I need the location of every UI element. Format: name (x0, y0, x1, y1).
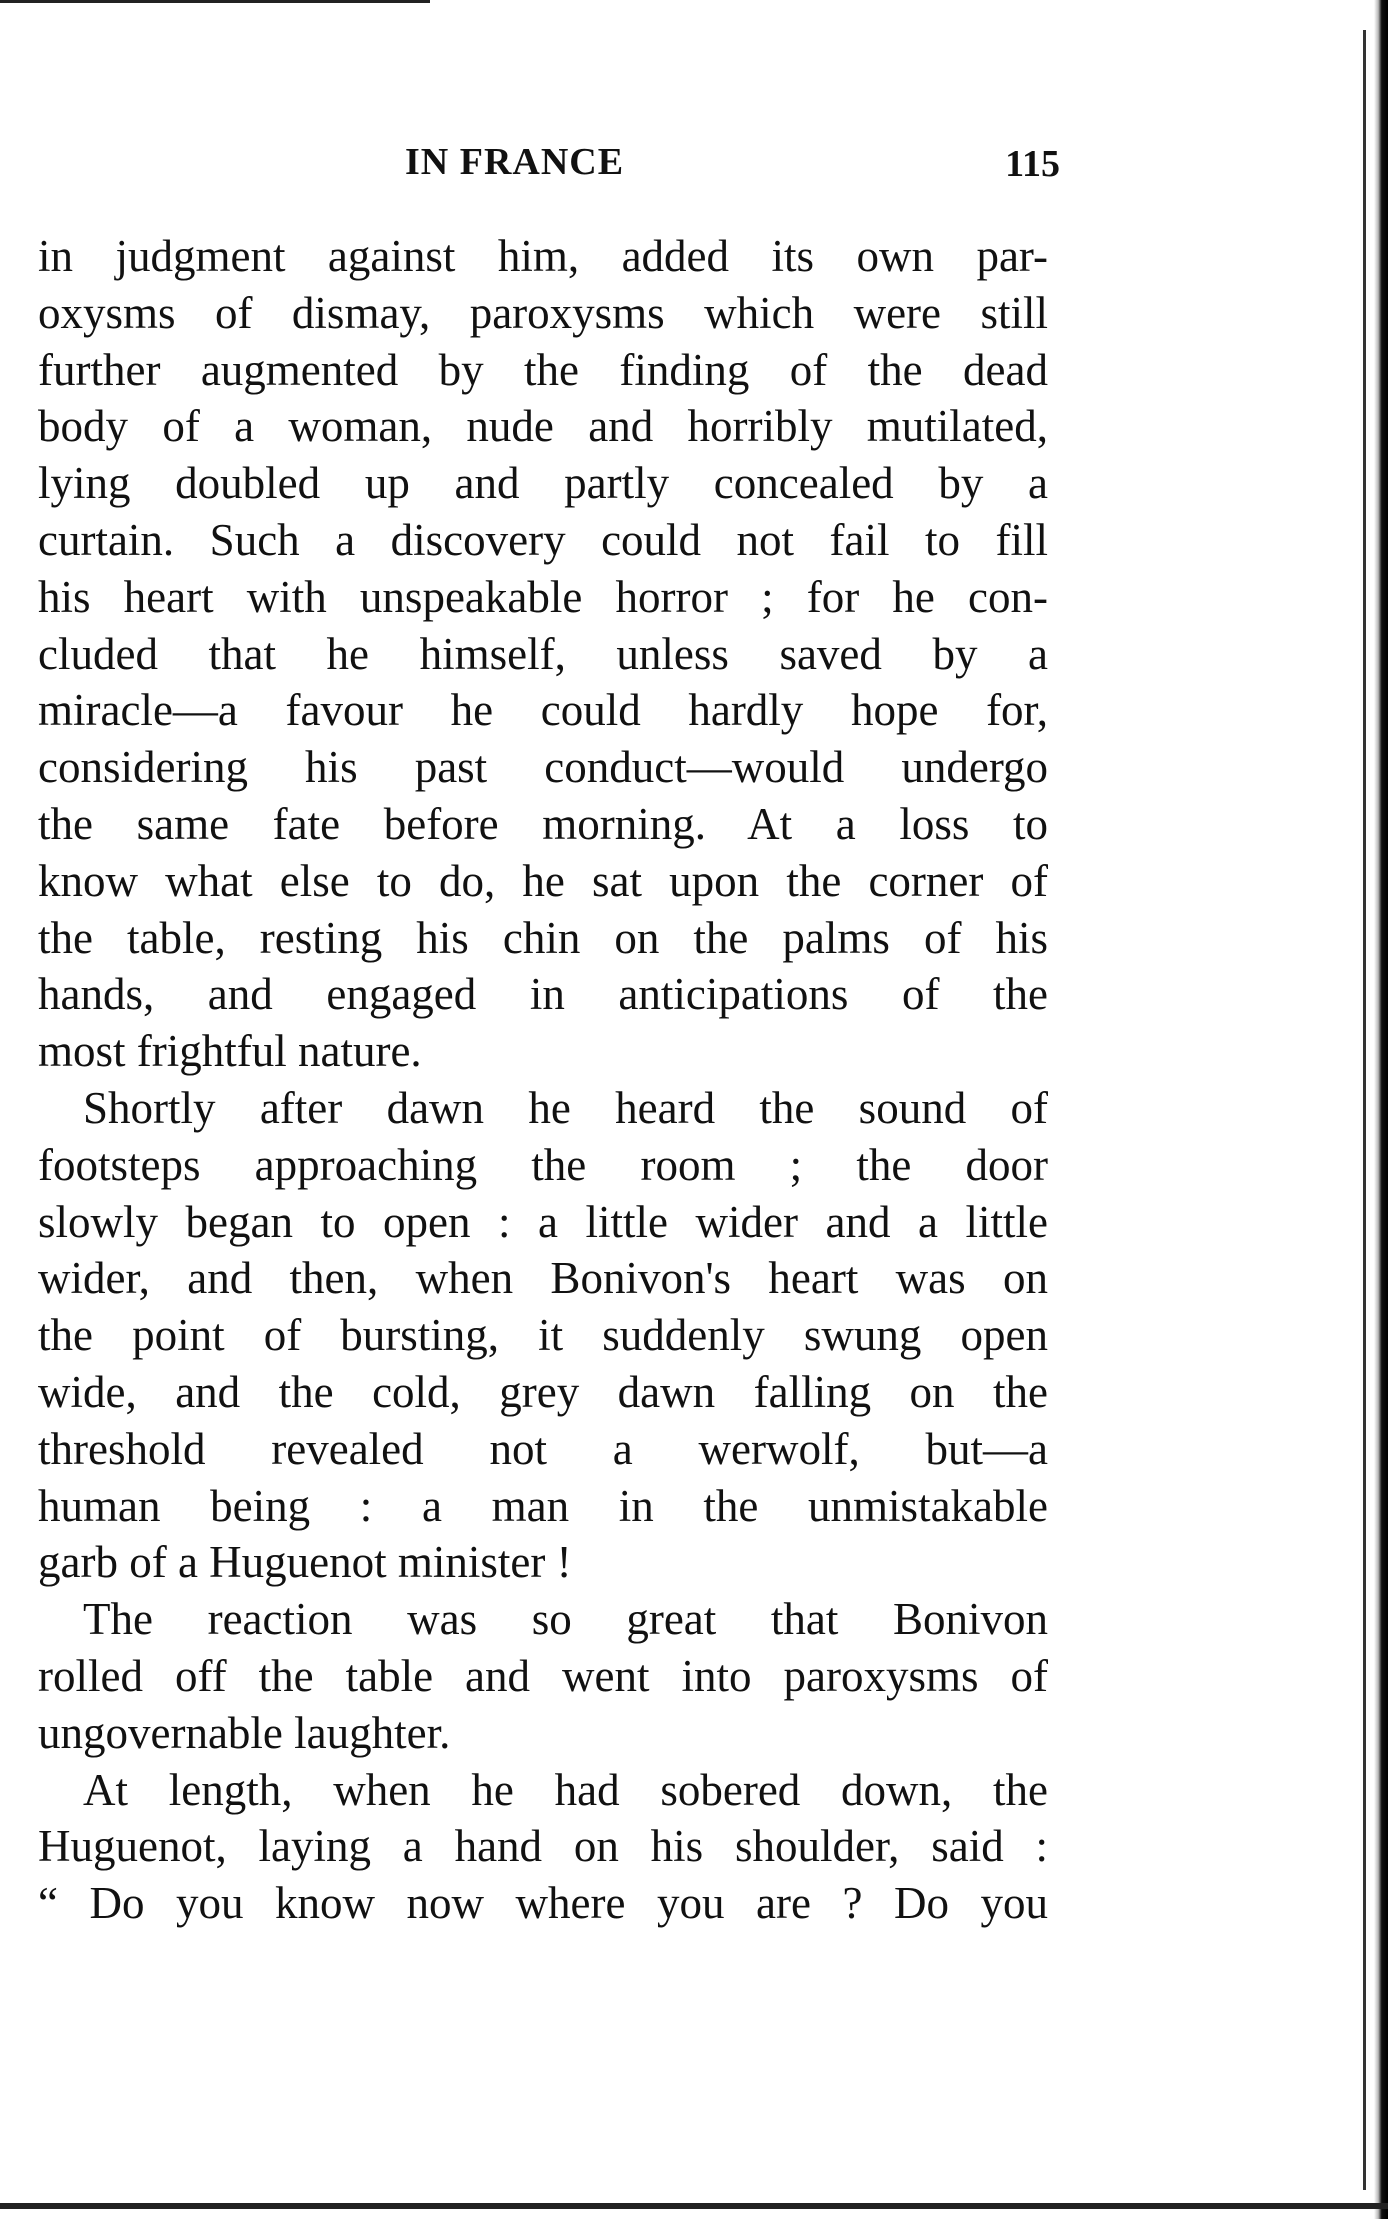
text-line: in judgment against him, added its own par- (38, 231, 1048, 281)
text-line: the same fate before morning. At a loss to (38, 798, 1048, 849)
text-line: “ Do you know now where you are ? Do you (38, 1878, 1048, 1929)
text-line: wide, and the cold, grey dawn falling on the (38, 1366, 1048, 1417)
page-number: 115 (1005, 143, 1060, 185)
text-line: oxysms of dismay, paroxysms which were still (38, 287, 1048, 338)
text-line: cluded that he himself, unless saved by a (38, 628, 1048, 679)
running-title: IN FRANCE (405, 141, 625, 183)
text-line: his heart with unspeakable horror ; for he con- (38, 571, 1048, 622)
text-line: wider, and then, when Bonivon's heart was on (38, 1253, 1048, 1304)
text-line: footsteps approaching the room ; the door (38, 1139, 1048, 1190)
text-line: ungovernable laughter. (38, 1707, 451, 1758)
text-line: curtain. Such a discovery could not fail to fill (38, 514, 1048, 565)
text-line: miracle—a favour he could hardly hope for, (38, 685, 1048, 736)
text-line: garb of a Huguenot minister ! (38, 1537, 572, 1588)
text-line: know what else to do, he sat upon the corner of (38, 855, 1048, 906)
paragraph-start-line: Shortly after dawn he heard the sound of (83, 1082, 1048, 1133)
body-text (38, 228, 1048, 1932)
text-line: further augmented by the finding of the dead (38, 344, 1048, 395)
text-line: slowly began to open : a little wider and a little (38, 1196, 1048, 1247)
bottom-scan-rule (0, 2203, 1388, 2209)
text-line: lying doubled up and partly concealed by a (38, 458, 1048, 509)
page-edge-line (1363, 30, 1366, 2190)
text-line: the point of bursting, it suddenly swung open (38, 1310, 1048, 1361)
text-line: rolled off the table and went into paroxysms of (38, 1650, 1048, 1701)
page-header (40, 140, 1060, 200)
text-line: body of a woman, nude and horribly mutilated, (38, 401, 1048, 452)
page-binding-edge (1374, 0, 1388, 2219)
text-line: hands, and engaged in anticipations of the (38, 969, 1048, 1020)
text-line: considering his past conduct—would undergo (38, 742, 1048, 793)
paragraph-start-line: At length, when he had sobered down, the (83, 1764, 1048, 1815)
text-line: most frightful nature. (38, 1026, 422, 1077)
text-line: threshold revealed not a werwolf, but—a (38, 1423, 1048, 1474)
paragraph-start-line: The reaction was so great that Bonivon (83, 1594, 1048, 1645)
text-line: human being : a man in the unmistakable (38, 1480, 1048, 1531)
text-line: the table, resting his chin on the palms of his (38, 912, 1048, 963)
top-scan-rule (0, 0, 430, 3)
text-line: Huguenot, laying a hand on his shoulder, said : (38, 1821, 1048, 1872)
